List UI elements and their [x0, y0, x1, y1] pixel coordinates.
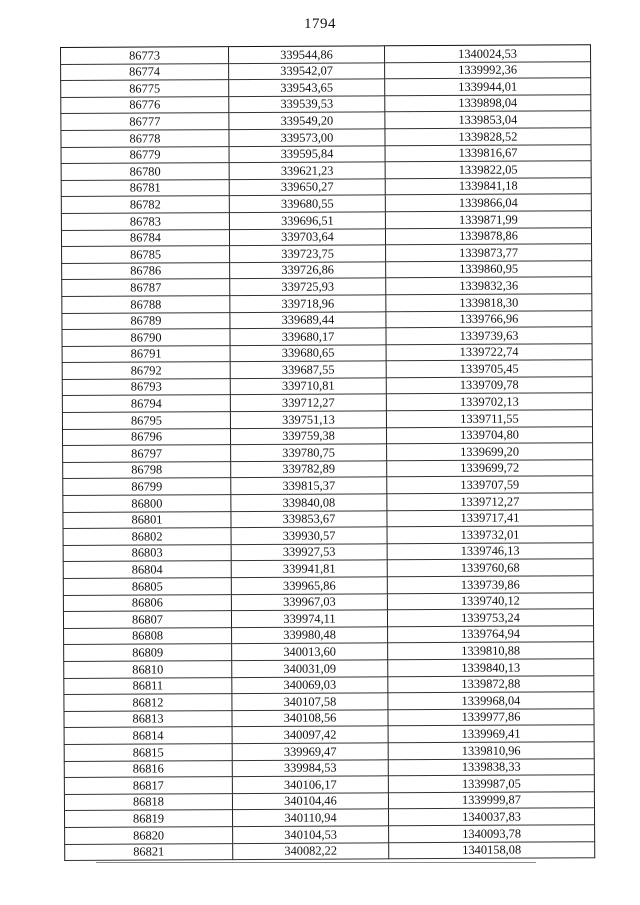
x-coordinate-cell: 339680,17	[230, 328, 386, 345]
y-coordinate-cell: 1339810,96	[388, 742, 594, 760]
y-coordinate-cell: 1339816,67	[385, 144, 591, 162]
y-coordinate-cell: 1339709,78	[386, 377, 592, 395]
table-row	[62, 360, 592, 379]
table-row	[61, 227, 591, 246]
y-coordinate-cell: 1339878,86	[385, 227, 591, 245]
table-row	[64, 692, 594, 711]
x-coordinate-cell: 339549,20	[229, 112, 385, 129]
y-coordinate-cell: 1339818,30	[386, 294, 592, 312]
coordinates-table-body	[61, 45, 595, 861]
y-coordinate-cell: 1339838,33	[388, 758, 594, 776]
y-coordinate-cell: 1339740,12	[387, 592, 593, 610]
x-coordinate-cell: 339759,38	[230, 427, 386, 444]
y-coordinate-cell: 1339860,95	[386, 260, 592, 278]
y-coordinate-cell: 1339699,72	[387, 460, 593, 478]
point-number-cell: 86788	[62, 296, 230, 313]
y-coordinate-cell: 1339760,68	[387, 559, 593, 577]
table-row	[61, 61, 591, 80]
table-row	[61, 45, 591, 64]
point-number-cell: 86801	[63, 511, 231, 528]
x-coordinate-cell: 339650,27	[229, 179, 385, 196]
y-coordinate-cell: 1339969,41	[388, 725, 594, 743]
y-coordinate-cell: 1339764,94	[388, 625, 594, 643]
y-coordinate-cell: 1339707,59	[387, 476, 593, 494]
table-row	[64, 791, 594, 810]
point-number-cell: 86795	[62, 412, 230, 429]
y-coordinate-cell: 1339898,04	[385, 95, 591, 113]
y-coordinate-cell: 1339873,77	[386, 244, 592, 262]
point-number-cell: 86800	[63, 495, 231, 512]
point-number-cell: 86784	[61, 229, 229, 246]
x-coordinate-cell: 339542,07	[229, 62, 385, 79]
y-coordinate-cell: 1339832,36	[386, 277, 592, 295]
x-coordinate-cell: 339680,55	[229, 195, 385, 212]
y-coordinate-cell: 1339999,87	[388, 791, 594, 809]
point-number-cell: 86798	[63, 461, 231, 478]
y-coordinate-cell: 1339810,88	[388, 642, 594, 660]
point-number-cell: 86809	[64, 644, 232, 661]
point-number-cell: 86818	[64, 793, 232, 810]
y-coordinate-cell: 1339717,41	[387, 509, 593, 527]
y-coordinate-cell: 1339968,04	[388, 692, 594, 710]
table-row	[62, 260, 592, 279]
table-row	[61, 194, 591, 213]
table-row	[62, 377, 592, 396]
x-coordinate-cell: 339573,00	[229, 129, 385, 146]
table-row	[63, 493, 593, 512]
point-number-cell: 86812	[64, 694, 232, 711]
x-coordinate-cell: 340097,42	[232, 726, 388, 743]
x-coordinate-cell: 340106,17	[232, 776, 388, 793]
x-coordinate-cell: 339539,53	[229, 96, 385, 113]
point-number-cell: 86779	[61, 146, 229, 163]
table-row	[62, 277, 592, 296]
y-coordinate-cell: 1339992,36	[385, 61, 591, 79]
x-coordinate-cell: 340110,94	[232, 809, 388, 826]
point-number-cell: 86805	[63, 578, 231, 595]
point-number-cell: 86807	[63, 611, 231, 628]
y-coordinate-cell: 1339739,63	[386, 327, 592, 345]
x-coordinate-cell: 339974,11	[231, 610, 387, 627]
table-row	[61, 211, 591, 230]
point-number-cell: 86796	[63, 428, 231, 445]
table-row	[63, 460, 593, 479]
x-coordinate-cell: 339543,65	[229, 79, 385, 96]
y-coordinate-cell: 1339872,88	[388, 675, 594, 693]
point-number-cell: 86813	[64, 710, 232, 727]
table-row	[65, 825, 595, 844]
y-coordinate-cell: 1339705,45	[386, 360, 592, 378]
x-coordinate-cell: 340107,58	[232, 693, 388, 710]
table-row	[62, 294, 592, 313]
table-row	[63, 426, 593, 445]
x-coordinate-cell: 339751,13	[230, 411, 386, 428]
y-coordinate-cell: 1339753,24	[387, 609, 593, 627]
table-row	[63, 526, 593, 545]
x-coordinate-cell: 340082,22	[233, 842, 389, 859]
x-coordinate-cell: 339696,51	[229, 212, 385, 229]
table-row	[64, 659, 594, 678]
x-coordinate-cell: 339941,81	[231, 560, 387, 577]
y-coordinate-cell: 1339699,20	[387, 443, 593, 461]
x-coordinate-cell: 340069,03	[232, 676, 388, 693]
y-coordinate-cell: 1340158,08	[389, 841, 595, 859]
table-row	[62, 310, 592, 329]
point-number-cell: 86780	[61, 163, 229, 180]
x-coordinate-cell: 339726,86	[230, 262, 386, 279]
point-number-cell: 86808	[64, 627, 232, 644]
table-row	[64, 675, 594, 694]
table-row	[64, 758, 594, 777]
table-row	[62, 327, 592, 346]
point-number-cell: 86774	[61, 63, 229, 80]
x-coordinate-cell: 339687,55	[230, 361, 386, 378]
x-coordinate-cell: 339969,47	[232, 743, 388, 760]
point-number-cell: 86778	[61, 130, 229, 147]
y-coordinate-cell: 1339987,05	[388, 775, 594, 793]
table-row	[61, 128, 591, 147]
page-number: 1794	[304, 16, 336, 32]
table-row	[61, 95, 591, 114]
y-coordinate-cell: 1339853,04	[385, 111, 591, 129]
table-row	[64, 725, 594, 744]
point-number-cell: 86814	[64, 727, 232, 744]
point-number-cell: 86802	[63, 528, 231, 545]
x-coordinate-cell: 339927,53	[231, 544, 387, 561]
y-coordinate-cell: 1340037,83	[388, 808, 594, 826]
table-row	[63, 509, 593, 528]
x-coordinate-cell: 339723,75	[230, 245, 386, 262]
table-row	[63, 559, 593, 578]
y-coordinate-cell: 1339712,27	[387, 493, 593, 511]
point-number-cell: 86794	[62, 395, 230, 412]
point-number-cell: 86777	[61, 113, 229, 130]
x-coordinate-cell: 340104,46	[232, 793, 388, 810]
x-coordinate-cell: 339853,67	[231, 510, 387, 527]
table-row	[62, 410, 592, 429]
point-number-cell: 86793	[62, 378, 230, 395]
table-row	[61, 161, 591, 180]
point-number-cell: 86792	[62, 362, 230, 379]
x-coordinate-cell: 339984,53	[232, 759, 388, 776]
table-row	[64, 808, 594, 827]
table-row	[64, 642, 594, 661]
table-row	[64, 708, 594, 727]
y-coordinate-cell: 1339702,13	[386, 393, 592, 411]
y-coordinate-cell: 1339766,96	[386, 310, 592, 328]
table-row	[63, 592, 593, 611]
point-number-cell: 86785	[62, 246, 230, 263]
point-number-cell: 86790	[62, 329, 230, 346]
x-coordinate-cell: 339980,48	[232, 627, 388, 644]
point-number-cell: 86819	[64, 810, 232, 827]
x-coordinate-cell: 340013,60	[232, 643, 388, 660]
coordinates-table-wrap	[60, 44, 594, 861]
point-number-cell: 86816	[64, 760, 232, 777]
y-coordinate-cell: 1339828,52	[385, 128, 591, 146]
x-coordinate-cell: 339967,03	[231, 593, 387, 610]
table-row	[64, 742, 594, 761]
bottom-rule	[96, 862, 536, 863]
table-row	[64, 625, 594, 644]
point-number-cell: 86787	[62, 279, 230, 296]
x-coordinate-cell: 339840,08	[231, 494, 387, 511]
table-row	[63, 576, 593, 595]
table-row	[65, 841, 595, 860]
x-coordinate-cell: 340108,56	[232, 710, 388, 727]
x-coordinate-cell: 340104,53	[233, 826, 389, 843]
point-number-cell: 86804	[63, 561, 231, 578]
x-coordinate-cell: 339621,23	[229, 162, 385, 179]
y-coordinate-cell: 1339704,80	[386, 426, 592, 444]
table-row	[62, 393, 592, 412]
point-number-cell: 86821	[65, 843, 233, 860]
x-coordinate-cell: 339718,96	[230, 295, 386, 312]
x-coordinate-cell: 339689,44	[230, 311, 386, 328]
point-number-cell: 86799	[63, 478, 231, 495]
x-coordinate-cell: 339782,89	[231, 461, 387, 478]
table-row	[62, 343, 592, 362]
point-number-cell: 86782	[61, 196, 229, 213]
table-row	[62, 244, 592, 263]
y-coordinate-cell: 1339866,04	[385, 194, 591, 212]
point-number-cell: 86773	[61, 47, 229, 64]
y-coordinate-cell: 1339739,86	[387, 576, 593, 594]
x-coordinate-cell: 339930,57	[231, 527, 387, 544]
point-number-cell: 86811	[64, 677, 232, 694]
point-number-cell: 86786	[62, 262, 230, 279]
table-row	[63, 443, 593, 462]
x-coordinate-cell: 339815,37	[231, 477, 387, 494]
point-number-cell: 86806	[63, 594, 231, 611]
y-coordinate-cell: 1339732,01	[387, 526, 593, 544]
x-coordinate-cell: 339544,86	[229, 46, 385, 63]
point-number-cell: 86791	[62, 345, 230, 362]
point-number-cell: 86815	[64, 744, 232, 761]
table-row	[61, 144, 591, 163]
x-coordinate-cell: 339965,86	[231, 577, 387, 594]
y-coordinate-cell: 1340093,78	[389, 825, 595, 843]
y-coordinate-cell: 1339840,13	[388, 659, 594, 677]
table-row	[63, 609, 593, 628]
point-number-cell: 86789	[62, 312, 230, 329]
point-number-cell: 86783	[61, 213, 229, 230]
point-number-cell: 86810	[64, 661, 232, 678]
x-coordinate-cell: 339703,64	[229, 228, 385, 245]
x-coordinate-cell: 339680,65	[230, 344, 386, 361]
y-coordinate-cell: 1339944,01	[385, 78, 591, 96]
table-row	[63, 543, 593, 562]
table-row	[61, 111, 591, 130]
y-coordinate-cell: 1339822,05	[385, 161, 591, 179]
y-coordinate-cell: 1339711,55	[386, 410, 592, 428]
point-number-cell: 86797	[63, 445, 231, 462]
point-number-cell: 86820	[65, 827, 233, 844]
table-row	[61, 177, 591, 196]
point-number-cell: 86781	[61, 179, 229, 196]
point-number-cell: 86776	[61, 96, 229, 113]
y-coordinate-cell: 1339722,74	[386, 343, 592, 361]
x-coordinate-cell: 340031,09	[232, 660, 388, 677]
point-number-cell: 86775	[61, 80, 229, 97]
point-number-cell: 86803	[63, 544, 231, 561]
coordinates-table	[60, 44, 595, 861]
y-coordinate-cell: 1339746,13	[387, 543, 593, 561]
table-row	[61, 78, 591, 97]
x-coordinate-cell: 339595,84	[229, 145, 385, 162]
x-coordinate-cell: 339725,93	[230, 278, 386, 295]
y-coordinate-cell: 1339841,18	[385, 177, 591, 195]
table-row	[64, 775, 594, 794]
point-number-cell: 86817	[64, 777, 232, 794]
y-coordinate-cell: 1339977,86	[388, 708, 594, 726]
y-coordinate-cell: 1340024,53	[384, 45, 590, 63]
x-coordinate-cell: 339780,75	[231, 444, 387, 461]
table-row	[63, 476, 593, 495]
x-coordinate-cell: 339710,81	[230, 378, 386, 395]
y-coordinate-cell: 1339871,99	[385, 211, 591, 229]
x-coordinate-cell: 339712,27	[230, 394, 386, 411]
